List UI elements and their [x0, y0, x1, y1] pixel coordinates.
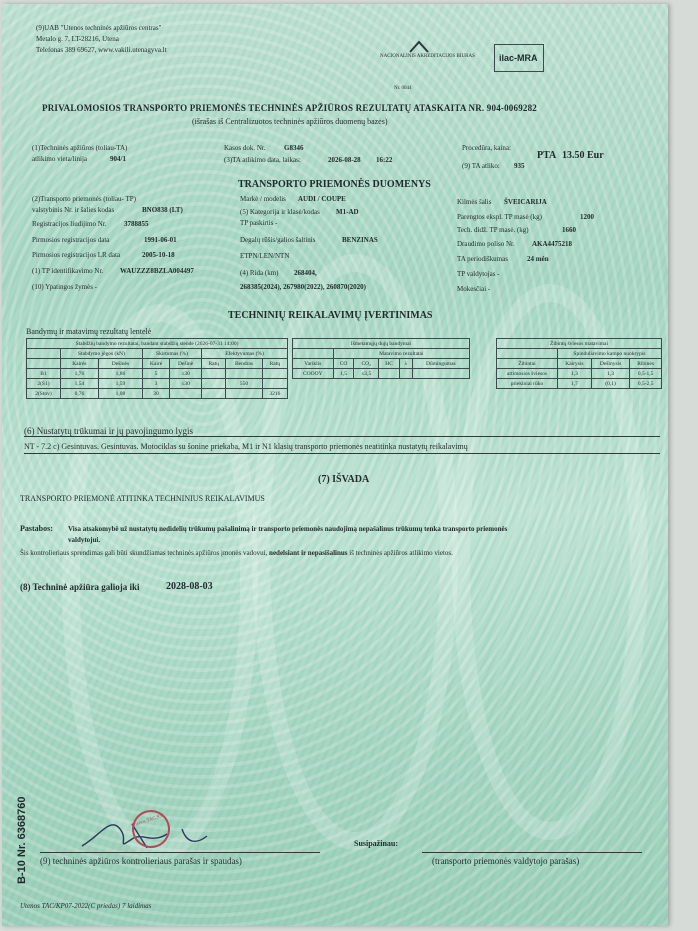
lights-col: Kairysis — [557, 359, 591, 369]
emission-table — [292, 338, 470, 379]
tax-label: Mokesčiai - — [457, 285, 491, 293]
first-reg-value: 1991-06-01 — [144, 236, 177, 244]
table-row — [27, 369, 288, 379]
issuer-line: (9)UAB "Utenos techninės apžiūros centras" — [36, 24, 162, 32]
special-marks-label: (10) Ypatingos žymės - — [32, 283, 97, 291]
table-cell: 0,5-1,5 — [630, 369, 662, 379]
reg-value: 3788855 — [124, 220, 149, 228]
table-cell — [412, 369, 469, 379]
brakes-col: Bendras — [226, 359, 262, 369]
brakes-axle-col — [27, 359, 61, 369]
mileage-value: 268404, — [294, 269, 317, 277]
emission-engine-header — [293, 349, 334, 359]
lights-sub: Spinduliavimo kampo nuokrypis — [557, 349, 661, 359]
date-label: (3)TA atlikimo data, laikas: — [224, 156, 301, 164]
brakes-sub-difference: Skirtumas (%) — [142, 349, 201, 359]
table-cell: COOOY — [293, 369, 334, 379]
appeal-text-bold: nedelsiant ir nepasišalinus — [269, 549, 348, 557]
report-subtitle: (išrašas iš Centralizuotos techninės apžiūros duomenų bazės) — [192, 117, 388, 126]
origin-label: Kilmės šalis — [457, 198, 492, 206]
first-reg-lt-value: 2005-10-18 — [142, 251, 175, 259]
lights-header: Žibintų šviesos matavimai — [497, 339, 662, 349]
table-cell — [400, 369, 413, 379]
procedure-label: Procedūra, kaina: — [462, 144, 511, 152]
table-cell: 1,5 — [333, 369, 354, 379]
requirements-title: TECHNINIŲ REIKALAVIMŲ ĮVERTINIMAS — [228, 310, 433, 321]
table-cell — [379, 369, 400, 379]
reg-label: Registracijos liudijimo Nr. — [32, 220, 107, 228]
table-cell — [202, 389, 226, 399]
vin-label: (1) TP identifikavimo Nr. — [32, 267, 104, 275]
max-mass-value: 1660 — [562, 226, 576, 234]
receipt-value: G8346 — [284, 144, 304, 152]
first-reg-lt-label: Pirmosios registracijos LR data — [32, 251, 121, 259]
table-cell: ≤30 — [170, 369, 202, 379]
table-cell: 1,76 — [60, 369, 98, 379]
emission-col: λ — [400, 359, 413, 369]
lights-lamp-header — [497, 349, 558, 359]
periodicity-label: TA periodiškumas — [457, 255, 508, 263]
mileage-history: 268385(2024), 267980(2022), 260870(2020) — [240, 283, 366, 291]
report-title: PRIVALOMOSIOS TRANSPORTO PRIEMONĖS TECHNINĖS APŽIŪROS REZULTATŲ ATASKAITA NR. 904-0069282 — [42, 103, 537, 113]
inspector-sig-label: (9) techninės apžiūros kontrolieriaus parašas ir spaudas) — [40, 856, 242, 866]
validity-label: (8) Techninė apžiūra galioja iki — [20, 582, 140, 592]
table-cell: 1,08 — [98, 389, 142, 399]
table-row — [293, 369, 470, 379]
table-cell: 1,3 — [557, 369, 591, 379]
table-cell: priekiniai rūko — [497, 379, 558, 389]
insurance-label: Draudimo poliso Nr. — [457, 240, 515, 248]
brakes-table — [26, 338, 288, 399]
defects-title: (6) Nustatytų trūkumai ir jų pavojingumo lygis — [24, 426, 193, 436]
table-row — [27, 389, 288, 399]
procedure-value: PTA — [537, 150, 557, 161]
table-row — [27, 379, 288, 389]
table-cell: 0,5-2,5 — [630, 379, 662, 389]
etpn-label: ETPN/LEN/NTN — [240, 252, 290, 260]
holder-label: TP valdytojas - — [457, 270, 500, 278]
emission-header: Išmetamųjų dujų bandymai — [293, 339, 470, 349]
form-code: Utenos TAC/KP07-2022(C priedas) 7 laidimas — [20, 902, 152, 910]
acknowledged-label: Susipažinau: — [354, 839, 399, 848]
table-cell: 3216 — [262, 389, 287, 399]
brakes-col: Kairė — [142, 359, 169, 369]
validity-value: 2028-08-03 — [166, 581, 213, 592]
receipt-label: Kasos dok. Nr. — [224, 144, 266, 152]
table-cell: ≤3,5 — [354, 369, 379, 379]
point-label: atlikimo vieta/linija — [32, 155, 88, 163]
holder-sig-line — [422, 852, 642, 853]
lights-col: Žibintai — [497, 359, 558, 369]
table-cell: 550 — [226, 379, 262, 389]
inspector-sig-line — [40, 852, 320, 853]
category-value: M1-AD — [336, 208, 359, 216]
emission-col: HC — [379, 359, 400, 369]
table-cell: artimosios šviesos — [497, 369, 558, 379]
emission-col: Variklis — [293, 359, 334, 369]
first-reg-label: Pirmosios registracijos data — [32, 236, 110, 244]
brakes-sub-force: Stabdymo jėgos (kN) — [60, 349, 142, 359]
inspector-label: (9) TA atliko: — [462, 162, 500, 170]
table-cell — [262, 369, 287, 379]
purpose-label: TP paskirtis - — [240, 219, 278, 227]
table-cell: 1,7 — [557, 379, 591, 389]
table-cell — [170, 389, 202, 399]
make-value: AUDI / COUPE — [298, 195, 346, 203]
appeal-text-b: iš techninės apžiūros atlikimo vietos. — [349, 549, 453, 557]
accreditation-chevron-icon — [380, 38, 458, 68]
table-cell: 1,59 — [98, 379, 142, 389]
owner-label: (2)Transporto priemonės (toliau- TP) — [32, 195, 137, 203]
periodicity-value: 24 mėn — [527, 255, 549, 263]
table-cell: 1,86 — [98, 369, 142, 379]
table-cell: 5 — [142, 369, 169, 379]
accreditation-number: Nr. 0044 — [394, 86, 412, 91]
appeal-text-a: Šis kontrolieriaus sprendimas gali būti skundžiamas techninės apžiūros įmonės vadovui, — [20, 549, 268, 557]
origin-value: ŠVEICARIJA — [504, 198, 547, 206]
plate-value: BNO838 (LT) — [142, 206, 183, 214]
table-cell: 30 — [142, 389, 169, 399]
table-cell — [262, 379, 287, 389]
conclusion-text: TRANSPORTO PRIEMONĖ ATITINKA TECHNINIUS REIKALAVIMUS — [20, 494, 265, 503]
table-cell — [226, 389, 262, 399]
report-sheet — [2, 4, 668, 926]
table-cell — [202, 379, 226, 389]
lights-col: Dešinysis — [591, 359, 629, 369]
brakes-header: Stabdžių bandymo rezultatai, bandant stabdžių stende (2026-07-31 14:00) — [27, 339, 288, 349]
brakes-col: Dešinė — [170, 359, 202, 369]
inspector-value: 935 — [514, 162, 525, 170]
center-label: (1)Techninės apžiūros (toliau-TA) — [32, 144, 128, 152]
point-value: 904/1 — [110, 155, 126, 163]
category-label: (5) Kategorija ir klasė/kodas — [240, 208, 320, 216]
issuer-contacts: Telefonas 389 69627, www.vakili.utenagyva.lt — [36, 46, 167, 54]
mass-label: Parengtos ekspl. TP masė (kg) — [457, 213, 542, 221]
insurance-value: AKA4475218 — [532, 240, 573, 248]
max-mass-label: Tech. didž. TP masė. (kg) — [457, 226, 529, 234]
measurements-title: Bandymų ir matavimų rezultatų lentelė — [26, 327, 152, 336]
stamp-text: Utenos TAC 935 — [131, 812, 166, 829]
table-cell: 1,3 — [591, 369, 629, 379]
note-text-continued: valdytojui. — [68, 536, 101, 544]
make-label: Markė / modelis — [240, 195, 286, 203]
emission-col: Dūmingumas — [412, 359, 469, 369]
defects-underline — [24, 453, 660, 454]
table-cell — [226, 369, 262, 379]
date-value: 2026-08-28 — [328, 156, 361, 164]
table-row — [497, 379, 662, 389]
table-cell: ≤30 — [170, 379, 202, 389]
fuel-label: Degalų rūšis/galios šaltinis — [240, 236, 316, 244]
fuel-value: BENZINAS — [342, 236, 378, 244]
table-cell: 2(S1) — [27, 379, 61, 389]
lights-table — [496, 338, 662, 389]
note-text: Visa atsakomybė už nustatytų nedidelių trūkumų pašalinimą ir transporto priemonės naudojimą nepašalinus trūkumų tenka transporto priemonės — [68, 525, 508, 533]
issuer-address: Metalo g. 7, LT-28216, Utena — [36, 35, 119, 43]
vin-value: WAUZZZ8BZLA004497 — [120, 267, 194, 275]
brakes-col: Ratų — [202, 359, 226, 369]
appeal-text — [20, 549, 453, 557]
emission-sub: Matavimo rezultatai — [333, 349, 469, 359]
defects-divider — [24, 436, 660, 437]
lights-col: Ribinės — [630, 359, 662, 369]
brakes-axle-header — [27, 349, 61, 359]
form-serial: B-10 Nr. 6368760 — [16, 796, 28, 884]
brakes-col: Kairės — [60, 359, 98, 369]
brakes-sub-efficiency: Efektyvumas (%) — [202, 349, 288, 359]
conclusion-title: (7) IŠVADA — [318, 474, 370, 485]
defects-text: NT - 7.2 c) Gesintuvas. Gesintuvas. Motociklas su šonine priekaba, M1 ir N1 klasių transporto priemonės neatitinka nustatytų reikalavimų — [24, 442, 468, 451]
table-cell — [202, 369, 226, 379]
note-label: Pastabos: — [20, 524, 53, 533]
table-cell: 1,54 — [60, 379, 98, 389]
holder-sig-label: (transporto priemonės valdytojo parašas) — [432, 856, 580, 866]
price-value: 13.50 Eur — [562, 150, 604, 161]
table-cell: 0,76 — [60, 389, 98, 399]
vehicle-section-title: TRANSPORTO PRIEMONĖS DUOMENYS — [238, 179, 431, 190]
table-cell: 2(Stov) — [27, 389, 61, 399]
accreditation-label: NACIONALINIS AKREDITACIJOS BIURAS — [380, 54, 475, 59]
emission-col: CO — [333, 359, 354, 369]
mileage-label: (4) Rida (km) — [240, 269, 279, 277]
emission-col: CO₂ — [354, 359, 379, 369]
accreditation-logo — [380, 38, 475, 68]
ilac-mra-logo — [494, 44, 544, 72]
brakes-col: Dešinės — [98, 359, 142, 369]
mass-value: 1200 — [580, 213, 594, 221]
table-cell: (0,1) — [591, 379, 629, 389]
brakes-col: Ratų — [262, 359, 287, 369]
plate-label: valstybinis Nr. ir šalies kodas — [32, 206, 115, 214]
table-row — [497, 369, 662, 379]
table-cell: 3 — [142, 379, 169, 389]
time-value: 16:22 — [376, 156, 393, 164]
mra-label: ilac-MRA — [499, 53, 538, 63]
table-cell: B1 — [27, 369, 61, 379]
